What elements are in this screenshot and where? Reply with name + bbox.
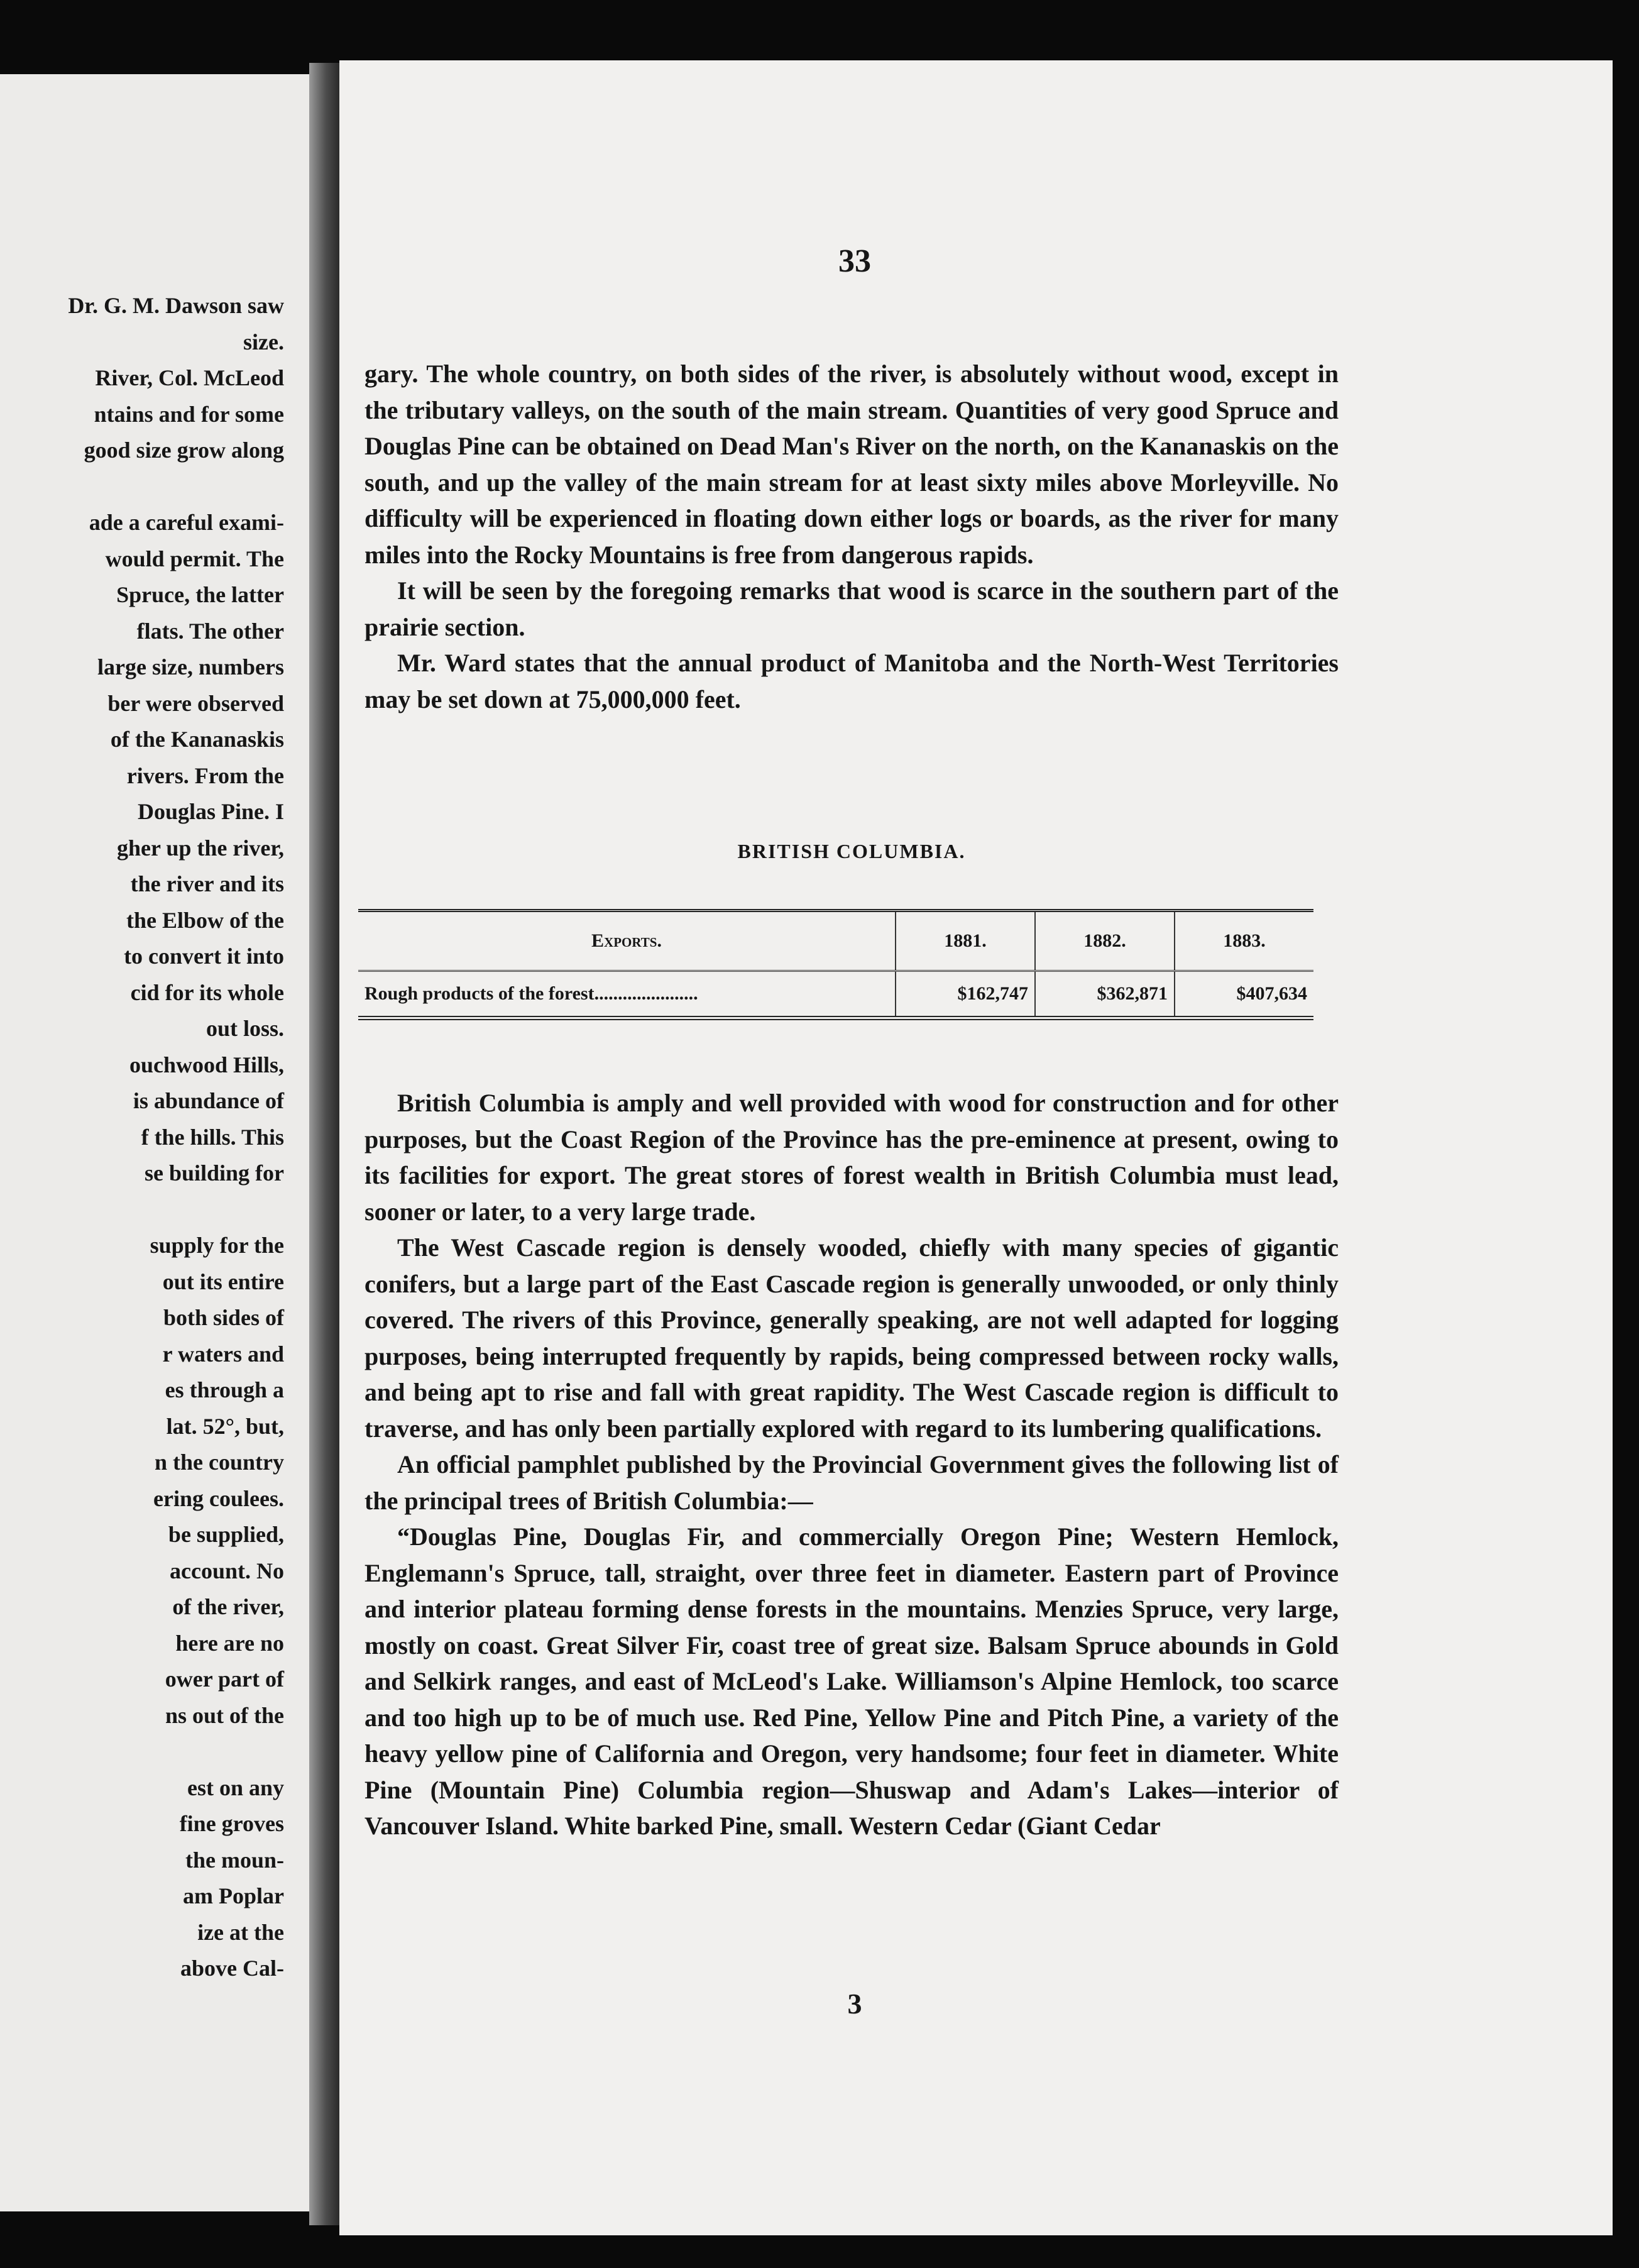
page-number: 33 — [838, 243, 871, 279]
paragraph: Mr. Ward states that the annual product of Manitoba and the North-West Territories may be set down at 75,000,000 feet. — [365, 649, 1339, 713]
left-line — [0, 469, 309, 505]
left-line: r waters and — [162, 1341, 284, 1367]
left-line: to convert it into — [124, 944, 284, 969]
table-cell: $407,634 — [1236, 983, 1307, 1004]
left-line: the Elbow of the — [126, 907, 284, 933]
left-line: good size grow along — [84, 438, 284, 463]
left-line: the moun- — [185, 1847, 284, 1873]
left-line: rivers. From the — [126, 762, 284, 788]
body-text-top — [365, 356, 1339, 717]
body-text-bottom — [365, 1085, 1339, 1844]
table-header-cell: 1882. — [1035, 911, 1175, 971]
paragraph: British Columbia is amply and well provided with wood for construction and for other purposes, but the Coast Region of the Province has the pre-eminence at present, owing to its facilities for export. The great stores of forest wealth in British Columbia must lead, sooner or later, to a very large trade. — [365, 1089, 1339, 1226]
paragraph: The West Cascade region is densely wooded, chiefly with many species of gigantic conifers, but a large part of the East Cascade region is generally unwooded, or only thinly covered. The rivers of this Province, generally speaking, are not well adapted for logging purposes, being interrupted frequently by rapids, being compressed between rocky walls, and being apt to rise and fall with great rapidity. The West Cascade region is difficult to traverse, and has only been partially explored with regard to its lumbering qualifications. — [365, 1233, 1339, 1443]
left-line: n the country — [155, 1450, 284, 1475]
left-line — [0, 1734, 309, 1770]
table-cell: $162,747 — [896, 971, 1035, 1018]
exports-table — [358, 909, 1313, 1020]
left-line: be supplied, — [168, 1522, 284, 1547]
left-line: would permit. The — [105, 546, 284, 571]
left-line: River, Col. McLeod — [95, 365, 284, 390]
left-line: here are no — [175, 1630, 284, 1656]
left-line: fine groves — [179, 1811, 284, 1836]
left-line: est on any — [187, 1775, 284, 1800]
left-line: es through a — [165, 1377, 284, 1402]
left-line: both sides of — [163, 1305, 284, 1330]
left-line: f the hills. This — [141, 1124, 284, 1150]
left-line: out its entire — [162, 1269, 284, 1294]
table-cell: Rough products of the forest...................... — [358, 971, 896, 1018]
left-line: size. — [243, 329, 284, 355]
left-line: am Poplar — [183, 1883, 284, 1908]
left-line: above Cal- — [180, 1956, 284, 1981]
left-line: ntains and for some — [94, 401, 284, 427]
left-page — [0, 74, 309, 2211]
left-line: lat. 52°, but, — [166, 1413, 284, 1439]
left-line: account. No — [170, 1558, 284, 1583]
left-line: of the river, — [172, 1594, 284, 1619]
table-header-cell: 1881. — [896, 911, 1035, 971]
left-line: ering coulees. — [153, 1485, 284, 1511]
table-row — [358, 971, 1313, 1018]
left-line: Douglas Pine. I — [137, 799, 284, 824]
paragraph: An official pamphlet published by the Provincial Government gives the following list of the principal trees of British Columbia:— — [365, 1450, 1339, 1515]
table-header-cell: Exports. — [358, 911, 896, 971]
left-line: of the Kananaskis — [110, 727, 284, 752]
left-page-text — [0, 288, 309, 1987]
right-page — [339, 60, 1613, 2235]
table-header-row — [358, 911, 1313, 971]
left-line: ns out of the — [165, 1702, 284, 1728]
left-line: ber were observed — [107, 690, 284, 716]
paragraph: gary. The whole country, on both sides of the river, is absolutely without wood, except in the tributary valleys, on the south of the main stream. Quantities of very good Spruce and Douglas Pine can be obtained on Dead Man's River on the north, on the Kananaskis on the south, and up the valley of the main stream for at least sixty miles above Morleyville. No difficulty will be experienced in floating down either logs or boards, as the river for many miles into the Rocky Mountains is free from dangerous rapids. — [365, 360, 1339, 569]
left-line: flats. The other — [136, 618, 284, 644]
left-line: large size, numbers — [97, 654, 284, 680]
left-line: is abundance of — [133, 1088, 284, 1113]
left-line: supply for the — [150, 1233, 284, 1258]
table-cell: $362,871 — [1035, 971, 1175, 1018]
book-gutter — [309, 63, 339, 2225]
left-line: out loss. — [206, 1016, 284, 1041]
left-line: ouchwood Hills, — [129, 1052, 284, 1077]
left-line: se building for — [144, 1160, 284, 1186]
left-line: ize at the — [197, 1919, 284, 1945]
left-line: gher up the river, — [117, 835, 284, 861]
left-line — [0, 1192, 309, 1228]
left-line: ower part of — [165, 1666, 284, 1692]
signature-mark: 3 — [847, 1988, 862, 2020]
left-line: the river and its — [130, 871, 284, 896]
left-line: cid for its whole — [130, 979, 284, 1005]
left-line: Dr. G. M. Dawson saw — [68, 293, 284, 318]
left-line: ade a careful exami- — [89, 510, 284, 535]
table-header-cell: 1883. — [1223, 930, 1266, 951]
quoted-paragraph: “Douglas Pine, Douglas Fir, and commercially Oregon Pine; Western Hemlock, Englemann's Spruce, tall, straight, over three feet in diameter. Eastern part of Province and interior plateau forming dense forests in the mountains. Menzies Spruce, very large, mostly on coast. Great Silver Fir, coast tree of great size. Balsam Spruce abounds in Gold and Selkirk ranges, and east of McLeod's Lake. Williamson's Alpine Hemlock, too scarce and too high up to be of much use. Red Pine, Yellow Pine and Pitch Pine, a variety of the heavy yellow pine of California and Oregon, very handsome; four feet in diameter. White Pine (Mountain Pine) Columbia region—Shuswap and Adam's Lakes—interior of Vancouver Island. White barked Pine, small. Western Cedar (Giant Cedar — [365, 1522, 1339, 1840]
paragraph: It will be seen by the foregoing remarks that wood is scarce in the southern part of the prairie section. — [365, 576, 1339, 641]
section-heading: BRITISH COLUMBIA. — [737, 840, 966, 862]
left-line: Spruce, the latter — [116, 582, 284, 607]
